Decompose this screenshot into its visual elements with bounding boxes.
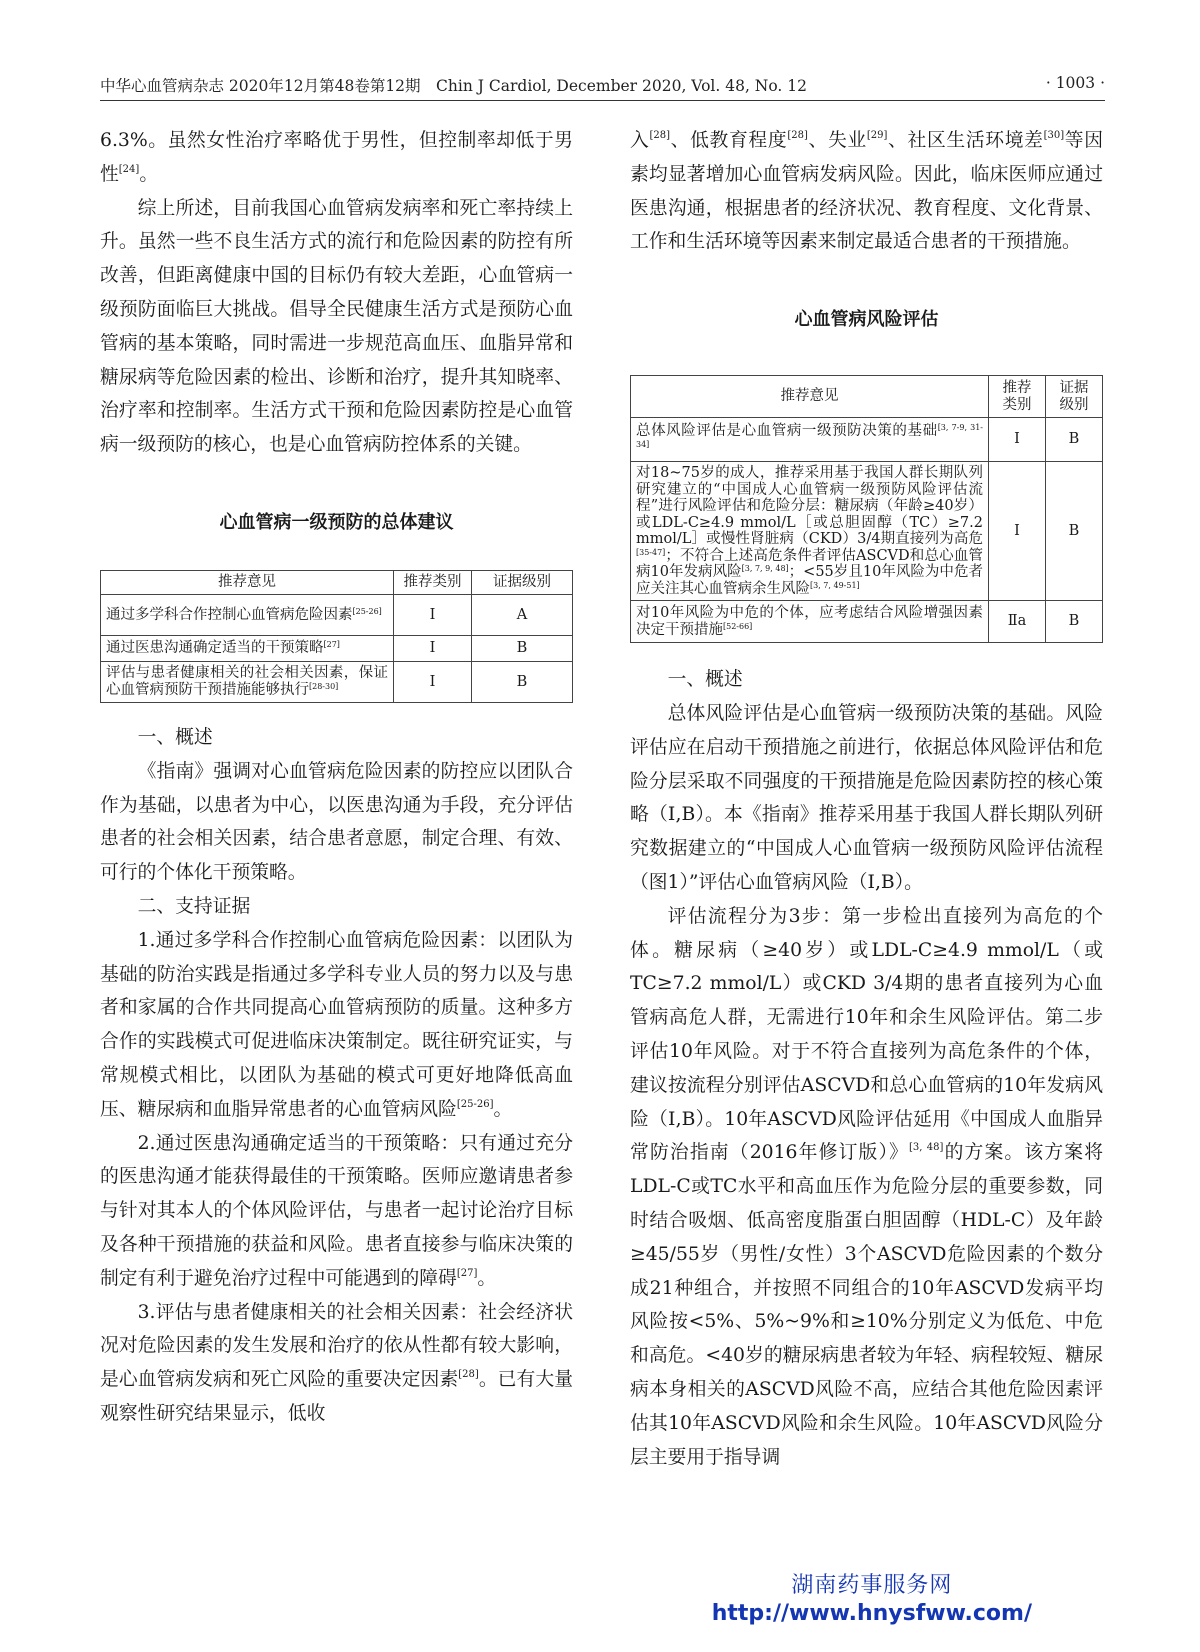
section-title: 心血管病一级预防的总体建议 <box>219 511 454 533</box>
table-cell: Ⅰ <box>989 462 1046 601</box>
table-row <box>101 661 573 702</box>
table-cell: Ⅱa <box>989 601 1046 643</box>
table-cell: B <box>1046 462 1103 601</box>
table-cell: Ⅰ <box>989 418 1046 462</box>
table-cell: 通过医患沟通确定适当的干预策略[27] <box>101 635 394 661</box>
table-cell: Ⅰ <box>394 594 472 635</box>
running-header <box>100 68 1105 98</box>
paragraph-overview: 总体风险评估是心血管病一级预防决策的基础。风险评估应在启动干预措施之前进行，依据总体风险评估和危险分层采取不同强度的干预措施是危险因素防控的核心策略（Ⅰ,B）。本《指南》推荐采用基于我国人群长期队列研究数据建立的“中国成人心血管病一级预防风险评估流程（图1）”评估心血管病风险（Ⅰ,B）。 <box>630 702 1103 893</box>
table-cell: B <box>472 635 573 661</box>
paragraph-summary: 综上所述，目前我国心血管病发病率和死亡率持续上升。虽然一些不良生活方式的流行和危险因素的防控有所改善，但距离健康中国的目标仍有较大差距，心血管病一级预防面临巨大挑战。倡导全民健康生活方式是预防心血管病的基本策略，同时需进一步规范高血压、血脂异常和糖尿病等危险因素的检出、诊断和治疗，提升其知晓率、治疗率和控制率。生活方式干预和危险因素防控是心血管病一级预防的核心，也是心血管病防控体系的关键。 <box>100 197 573 456</box>
table-row <box>631 601 1103 643</box>
table-cell: B <box>472 661 573 702</box>
watermark-url[interactable]: http://www.hnysfww.com/ <box>711 1601 1032 1626</box>
table-cell: 对10年风险为中危的个体，应考虑结合风险增强因素决定干预措施[52-66] <box>631 601 989 643</box>
right-column <box>630 124 1103 1474</box>
table-cell: A <box>472 594 573 635</box>
paragraph-overview: 《指南》强调对心血管病危险因素的防控应以团队合作为基础，以患者为中心，以医患沟通为手段，充分评估患者的社会相关因素，结合患者意愿，制定合理、有效、可行的个体化干预策略。 <box>100 760 573 884</box>
header-rule <box>100 100 1105 101</box>
section-title: 心血管病风险评估 <box>794 309 939 331</box>
table-header: 推荐类别 <box>989 376 1046 418</box>
subheading-overview: 一、概述 <box>137 726 213 748</box>
page-number: · 1003 · <box>1045 74 1105 92</box>
paragraph-evidence-2: 2.通过医患沟通确定适当的干预策略：只有通过充分的医患沟通才能获得最佳的干预策略。医师应邀请患者参与针对其本人的个体风险评估，与患者一起讨论治疗目标及各种干预措施的获益和风险。患者直接参与临床决策的制定有利于避免治疗过程中可能遇到的障碍[27]。 <box>100 1132 573 1289</box>
table-cell: 总体风险评估是心血管病一级预防决策的基础[3, 7-9, 31-34] <box>631 418 989 462</box>
table-row <box>631 462 1103 601</box>
table-row <box>631 418 1103 462</box>
citation[interactable]: [28] <box>649 130 670 141</box>
citation[interactable]: [28] <box>458 1369 479 1381</box>
table-header: 推荐意见 <box>631 376 989 418</box>
citation[interactable]: [28] <box>787 130 808 141</box>
table-cell: Ⅰ <box>394 661 472 702</box>
table-header: 证据级别 <box>1046 376 1103 418</box>
citation[interactable]: [24] <box>118 163 140 175</box>
left-column <box>100 124 573 1431</box>
table-row <box>101 635 573 661</box>
table-header: 推荐类别 <box>394 570 472 594</box>
watermark <box>712 1568 1032 1626</box>
paragraph-evidence-3: 3.评估与患者健康相关的社会相关因素：社会经济状况对危险因素的发生发展和治疗的依从性都有较大影响，是心血管病发病和死亡风险的重要决定因素[28]。已有大量观察性研究结果显示，低收 <box>100 1301 574 1424</box>
table-header: 证据级别 <box>472 570 573 594</box>
paragraph: 入[28]、低教育程度[28]、失业[29]、社区生活环境差[30]等因素均显著增加心血管病发病风险。因此，临床医师应通过医患沟通，根据患者的经济状况、教育程度、文化背景、工作和生活环境等因素来制定最适合患者的干预措施。 <box>630 130 1104 253</box>
subheading-evidence: 二、支持证据 <box>137 895 251 917</box>
recommendation-table <box>100 570 573 703</box>
citation[interactable]: [30] <box>1043 130 1065 141</box>
citation[interactable]: [27] <box>456 1267 478 1279</box>
table-header: 推荐意见 <box>101 570 394 594</box>
paragraph-evidence-1: 1.通过多学科合作控制心血管病危险因素：以团队为基础的防治实践是指通过多学科专业人员的努力以及与患者和家属的合作共同提高心血管病预防的质量。这种多方合作的实践模式可促进临床决策制定。既往研究证实，与常规模式相比，以团队为基础的模式可更好地降低高血压、糖尿病和血脂异常患者的心血管病风险[25-26]。 <box>100 929 573 1120</box>
watermark-site-name: 湖南药事服务网 <box>791 1573 953 1598</box>
citation[interactable]: [3, 48] <box>908 1142 944 1154</box>
table-row <box>101 594 573 635</box>
journal-citation: 中华心血管病杂志 2020年12月第48卷第12期 Chin J Cardiol, December 2020, Vol. 48, No. 12 <box>100 77 807 95</box>
paragraph-assessment-flow: 评估流程分为3步：第一步检出直接列为高危的个体。糖尿病（≥40岁）或LDL-C≥4.9 mmol/L（或TC≥7.2 mmol/L）或CKD 3/4期的患者直接列为心血管病高危人群，无需进行10年和余生风险评估。第二步评估10年风险。对于不符合直接列为高危条件的个体，建议按流程分别评估ASCVD和总心血管病的10年发病风险（Ⅰ,B）。10年ASCVD风险评估延用《中国成人血脂异常防治指南（2016年修订版）》[3, 48]的方案。该方案将LDL-C或TC水平和高血压作为危险分层的重要参数，同时结合吸烟、低高密度脂蛋白胆固醇（HDL-C）及年龄≥45/55岁（男性/女性）3个ASCVD危险因素的个数分成21种组合，并按照不同组合的10年ASCVD发病平均风险按<5%、5%~9%和≥10%分别定义为低危、中危和高危。<40岁的糖尿病患者较为年轻、病程较短、糖尿病本身相关的ASCVD风险不高，应结合其他危险因素评估其10年ASCVD风险和余生风险。10年ASCVD风险分层主要用于指导调 <box>630 905 1104 1468</box>
table-cell: B <box>1046 601 1103 643</box>
subheading-overview: 一、概述 <box>667 669 743 691</box>
citation[interactable]: [25-26] <box>456 1098 494 1110</box>
paragraph: 6.3%。虽然女性治疗率略优于男性，但控制率却低于男性[24]。 <box>100 130 573 185</box>
table-cell: B <box>1046 418 1103 462</box>
table-cell: Ⅰ <box>394 635 472 661</box>
table-cell: 评估与患者健康相关的社会相关因素，保证心血管病预防干预措施能够执行[28-30] <box>101 661 394 702</box>
citation[interactable]: [29] <box>866 130 888 141</box>
table-cell: 通过多学科合作控制心血管病危险因素[25-26] <box>101 594 394 635</box>
table-cell: 对18~75岁的成人，推荐采用基于我国人群长期队列研究建立的“中国成人心血管病一级预防风险评估流程”进行风险评估和危险分层：糖尿病（年龄≥40岁）或LDL-C≥4.9 mmol/L［或总胆固醇（TC）≥7.2 mmol/L］或慢性肾脏病（CKD）3/4期直接列为高危[35-47]；不符合上述高危条件者评估ASCVD和总心血管病10年发病风险[3, 7, 9, 48]；<55岁且10年风险为中危者应关注其心血管病余生风险[3, 7, 49-51] <box>631 462 989 601</box>
recommendation-table <box>630 375 1103 643</box>
